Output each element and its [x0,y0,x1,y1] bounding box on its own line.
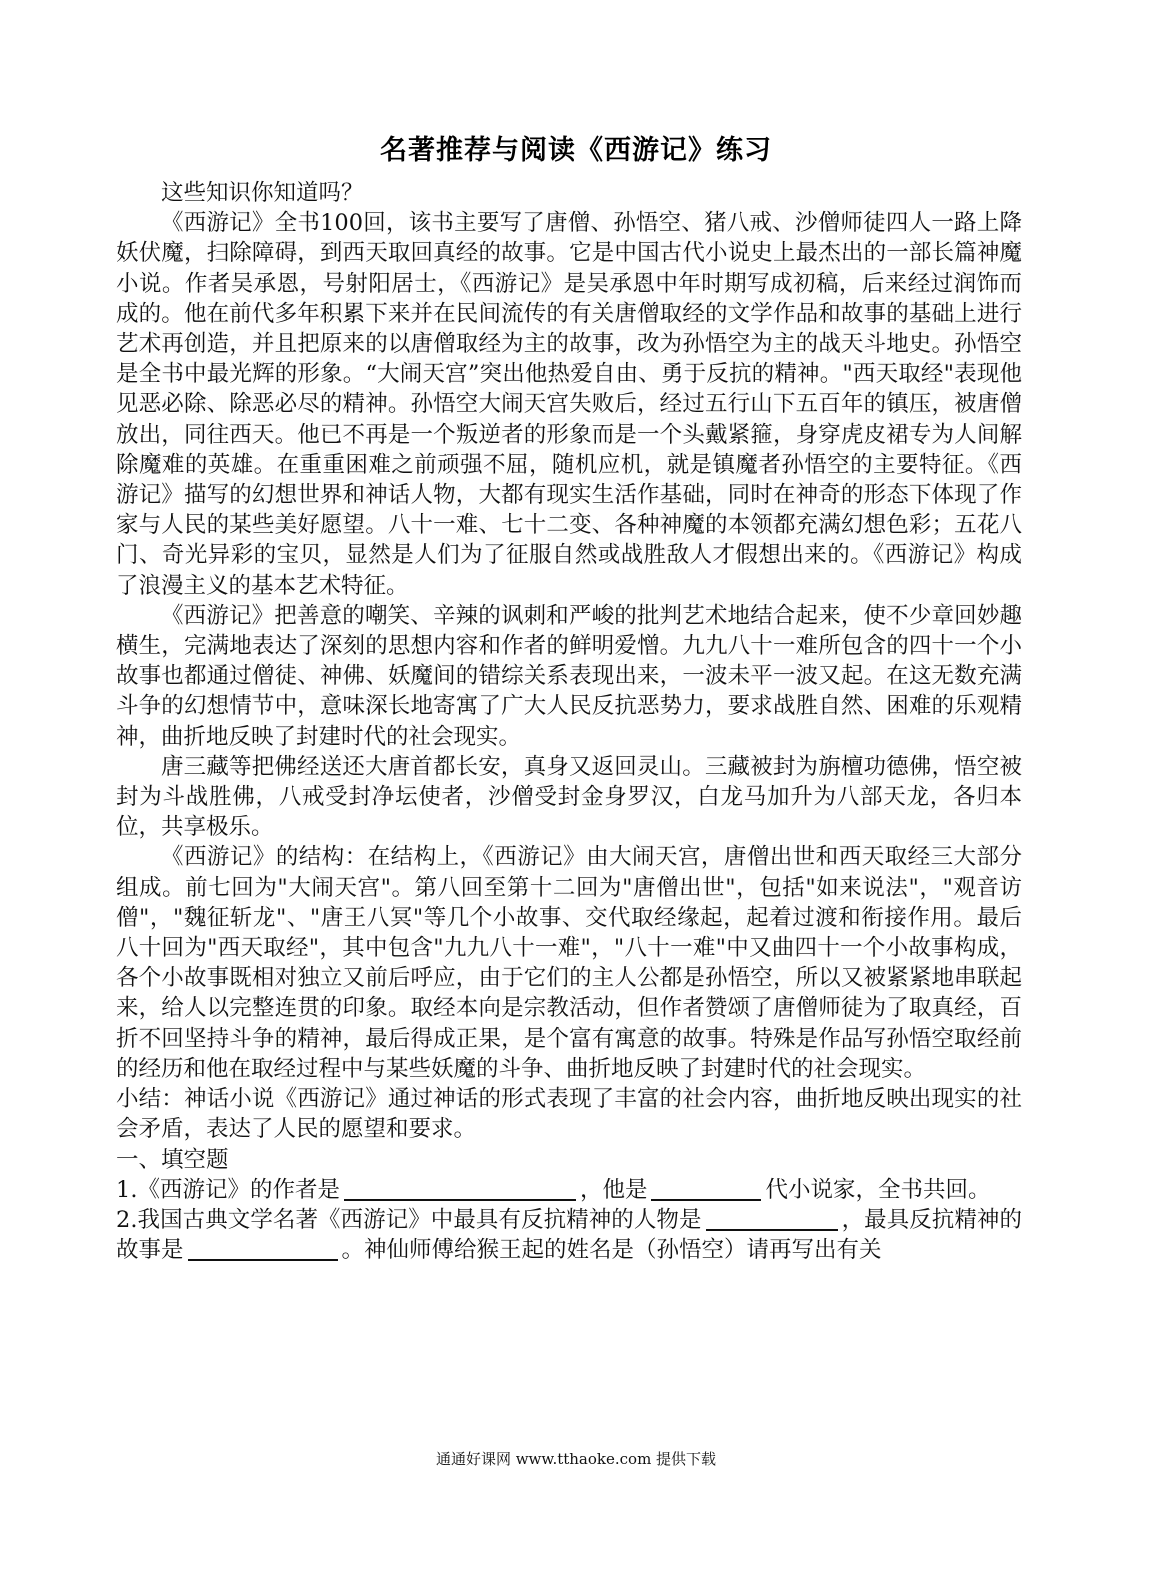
question-text: 1.《西游记》的作者是 [116,1176,340,1203]
summary: 小结：神话小说《西游记》通过神话的形式表现了丰富的社会内容，曲折地反映出现实的社会矛盾，表达了人民的愿望和要求。 [116,1086,1022,1143]
page-title: 名著推荐与阅读《西游记》练习 [380,135,772,166]
intro-heading: 这些知识你知道吗？ [161,180,364,206]
question-text: 代小说家，全书共回。 [765,1176,991,1203]
paragraph: 《西游记》的结构：在结构上，《西游记》由大闹天宫，唐僧出世和西天取经三大部分组成。前七回为"大闹天宫"。第八回至第十二回为"唐僧出世"，包括"如来说法"，"观音访僧"，"魏征斩龙"、"唐王八冥"等几个小故事、交代取经缘起，起着过渡和衔接作用。最后八十回为"西天取经"，其中包含"九九八十一难"，"八十一难"中又曲四十一个小故事构成，各个小故事既相对独立又前后呼应，由于它们的主人公都是孙悟空，所以又被紧紧地串联起来，给人以完整连贯的印象。取经本向是宗教活动，但作者赞颂了唐僧师徒为了取真经，百折不回坚持斗争的精神，最后得成正果，是个富有寓意的故事。特殊是作品写孙悟空取经前的经历和他在取经过程中与某些妖魔的斗争、曲折地反映了封建时代的社会现实。 [116,844,1022,1082]
section-heading: 一、填空题 [116,1146,229,1173]
question-1 [116,1175,1022,1205]
paragraph: 《西游记》全书100回，该书主要写了唐僧、孙悟空、猪八戒、沙僧师徒四人一路上降妖伏魔，扫除障碍，到西天取回真经的故事。它是中国古代小说史上最杰出的一部长篇神魔小说。作者吴承恩，号射阳居士，《西游记》是吴承恩中年时期写成初稿，后来经过润饰而成的。他在前代多年积累下来并在民间流传的有关唐僧取经的文学作品和故事的基础上进行艺术再创造，并且把原来的以唐僧取经为主的故事，改为孙悟空为主的战天斗地史。孙悟空是全书中最光辉的形象。“大闹天宫”突出他热爱自由、勇于反抗的精神。"西天取经"表现他见恶必除、除恶必尽的精神。孙悟空大闹天宫失败后，经过五行山下五百年的镇压，被唐僧放出，同往西天。他已不再是一个叛逆者的形象而是一个头戴紧箍，身穿虎皮裙专为人间解除魔难的英雄。在重重困难之前顽强不屈，随机应机，就是镇魔者孙悟空的主要特征。《西游记》描写的幻想世界和神话人物，大都有现实生活作基础，同时在神奇的形态下体现了作家与人民的某些美好愿望。八十一难、七十二变、各种神魔的本领都充满幻想色彩；五花八门、奇光异彩的宝贝，显然是人们为了征服自然或战胜敌人才假想出来的。《西游记》构成了浪漫主义的基本艺术特征。 [116,210,1022,599]
document-body [116,178,1022,1265]
answer-blank[interactable] [706,1207,838,1231]
answer-blank[interactable] [188,1237,338,1261]
question-text: 。神仙师傅给猴王起的姓名是（孙悟空）请再写出有关 [341,1237,882,1264]
question-2 [116,1205,1022,1265]
paragraph: 《西游记》把善意的嘲笑、辛辣的讽刺和严峻的批判艺术地结合起来，使不少章回妙趣横生，完满地表达了深刻的思想内容和作者的鲜明爱憎。九九八十一难所包含的四十一个小故事也都通过僧徒、神佛、妖魔间的错综关系表现出来，一波未平一波又起。在这无数充满斗争的幻想情节中，意味深长地寄寓了广大人民反抗恶势力，要求战胜自然、困难的乐观精神，曲折地反映了封建时代的社会现实。 [116,602,1022,750]
question-text: ，最具反抗精神的故事是 [116,1206,1022,1264]
paragraph: 唐三藏等把佛经送还大唐首都长安，真身又返回灵山。三藏被封为旃檀功德佛，悟空被封为斗战胜佛，八戒受封净坛使者，沙僧受封金身罗汉，白龙马加升为八部天龙，各归本位，共享极乐。 [116,753,1022,841]
question-text: 2.我国古典文学名著《西游记》中最具有反抗精神的人物是 [116,1206,702,1233]
page-footer: 通通好课网 www.tthaoke.com 提供下载 [435,1450,717,1468]
question-text: ，他是 [579,1176,648,1203]
answer-blank[interactable] [651,1177,761,1201]
answer-blank[interactable] [344,1177,576,1201]
